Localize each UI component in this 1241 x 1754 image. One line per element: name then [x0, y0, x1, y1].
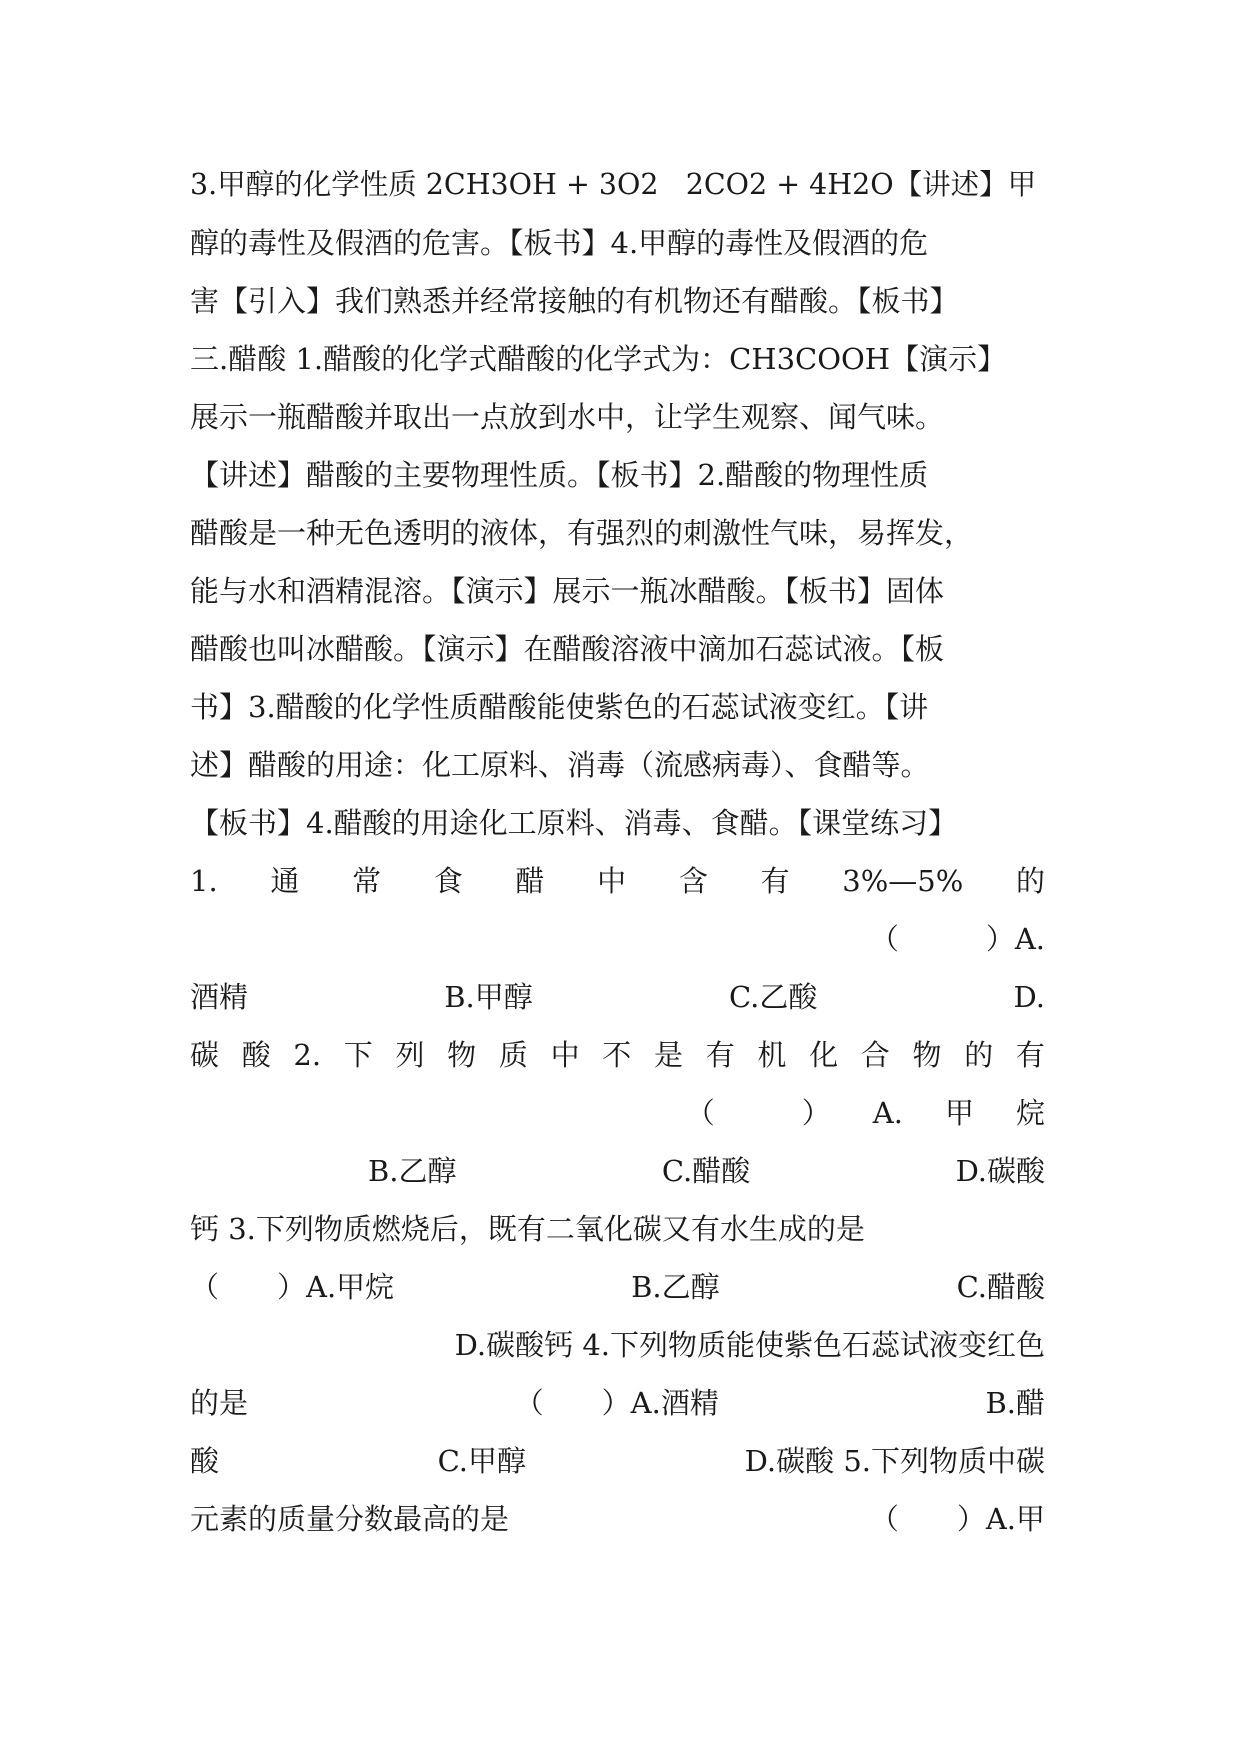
line-segment: 酸 [241, 1038, 271, 1072]
line-segment: 物 [912, 1038, 942, 1072]
line-segment: C.醋酸 [661, 1154, 751, 1188]
line-segment: 甲 [944, 1096, 974, 1130]
line-segment: 2. [293, 1038, 322, 1072]
line-segment: 中 [550, 1038, 580, 1072]
line-segment: 物 [447, 1038, 477, 1072]
line-segment: 酒精 [190, 980, 249, 1014]
text-line-22 [190, 1374, 1045, 1432]
line-segment: C.乙酸 [728, 980, 818, 1014]
text-line-23 [190, 1432, 1045, 1490]
line-segment: D.碳酸 [955, 1154, 1045, 1188]
text-line-4 [190, 330, 1045, 388]
line-segment: 含 [678, 864, 708, 898]
text-line-14 [190, 910, 1045, 968]
line-segment: 的是 [190, 1386, 249, 1420]
text-line-10 [190, 678, 1045, 736]
line-segment: B.甲醇 [444, 980, 533, 1014]
line-segment: 质 [498, 1038, 528, 1072]
line-segment: 下 [343, 1038, 373, 1072]
text-line-8 [190, 562, 1045, 620]
line-segment: D.碳酸钙 4.下列物质能使紫色石蕊试液变红色 [454, 1328, 1045, 1362]
line-segment: 三.醋酸 1.醋酸的化学式醋酸的化学式为：CH3COOH【演示】 [190, 342, 1007, 376]
line-segment: 碳 [190, 1038, 220, 1072]
line-segment: 能与水和酒精混溶。【演示】展示一瓶冰醋酸。【板书】固体 [190, 574, 945, 608]
text-line-3 [190, 272, 1045, 330]
line-segment: （ ）A.酒精 [514, 1386, 719, 1420]
text-line-1 [190, 156, 1045, 214]
line-segment: 机 [757, 1038, 787, 1072]
text-line-6 [190, 446, 1045, 504]
text-line-2 [190, 214, 1045, 272]
text-line-20 [190, 1258, 1045, 1316]
line-segment: 酸 [190, 1444, 220, 1478]
line-segment: 中 [597, 864, 627, 898]
line-segment: 有 [705, 1038, 735, 1072]
line-segment: B.乙醇 [368, 1154, 457, 1188]
line-segment: D.碳酸 5.下列物质中碳 [744, 1444, 1045, 1478]
line-segment: 食 [433, 864, 463, 898]
line-segment: 醋酸也叫冰醋酸。【演示】在醋酸溶液中滴加石蕊试液。【板 [190, 632, 945, 666]
line-segment: C.甲醇 [437, 1444, 527, 1478]
line-segment: 合 [860, 1038, 890, 1072]
text-line-24 [190, 1490, 1045, 1548]
line-segment: （ ）A. [869, 922, 1045, 956]
line-segment: 展示一瓶醋酸并取出一点放到水中，让学生观察、闻气味。 [190, 400, 945, 434]
line-segment: B.醋 [985, 1386, 1045, 1420]
text-line-21 [190, 1316, 1045, 1374]
line-segment: A. [872, 1096, 903, 1130]
text-line-18 [190, 1142, 1045, 1200]
line-segment: 烷 [1015, 1096, 1045, 1130]
text-line-11 [190, 736, 1045, 794]
line-segment: 钙 3.下列物质燃烧后，既有二氧化碳又有水生成的是 [190, 1212, 865, 1246]
line-segment: C.醋酸 [956, 1270, 1045, 1304]
line-segment: （ ）A.甲 [869, 1502, 1045, 1536]
text-line-5 [190, 388, 1045, 446]
line-segment: 醋酸是一种无色透明的液体，有强烈的刺激性气味，易挥发， [190, 516, 974, 550]
text-line-17 [190, 1084, 1045, 1142]
line-segment: 不 [602, 1038, 632, 1072]
line-segment: 1. [190, 864, 218, 898]
line-segment: 醇的毒性及假酒的危害。【板书】4.甲醇的毒性及假酒的危 [190, 226, 929, 260]
text-line-15 [190, 968, 1045, 1026]
line-segment: 常 [352, 864, 382, 898]
line-segment: 列 [395, 1038, 425, 1072]
line-segment: 通 [270, 864, 300, 898]
line-segment: 的 [964, 1038, 994, 1072]
line-segment: （ ） [685, 1096, 831, 1130]
line-segment: 元素的质量分数最高的是 [190, 1502, 510, 1536]
line-segment: 3.甲醇的化学性质 2CH3OH + 3O2 2CO2 + 4H2O【讲述】甲 [190, 168, 1037, 201]
line-segment: 书】3.醋酸的化学性质醋酸能使紫色的石蕊试液变红。【讲 [190, 690, 929, 724]
line-segment: 述】醋酸的用途：化工原料、消毒（流感病毒）、食醋等。 [190, 748, 930, 782]
text-line-19 [190, 1200, 1045, 1258]
text-line-9 [190, 620, 1045, 678]
line-segment: B.乙醇 [631, 1270, 720, 1304]
line-segment: 有 [760, 864, 790, 898]
text-line-12 [190, 794, 1045, 852]
line-segment: 害【引入】我们熟悉并经常接触的有机物还有醋酸。【板书】 [190, 284, 959, 318]
line-segment: 3%—5% [842, 864, 964, 898]
line-segment: 是 [653, 1038, 683, 1072]
line-segment: （ ）A.甲烷 [190, 1270, 395, 1304]
text-line-7 [190, 504, 1045, 562]
line-segment: D. [1013, 980, 1045, 1014]
line-segment: 醋 [515, 864, 545, 898]
text-line-16 [190, 1026, 1045, 1084]
line-segment: 的 [1015, 864, 1045, 898]
line-segment: 化 [809, 1038, 839, 1072]
line-segment: 【板书】4.醋酸的用途化工原料、消毒、食醋。【课堂练习】 [190, 806, 958, 840]
line-segment: 有 [1015, 1038, 1045, 1072]
line-segment: 【讲述】醋酸的主要物理性质。【板书】2.醋酸的物理性质 [190, 458, 929, 492]
text-line-13 [190, 852, 1045, 910]
